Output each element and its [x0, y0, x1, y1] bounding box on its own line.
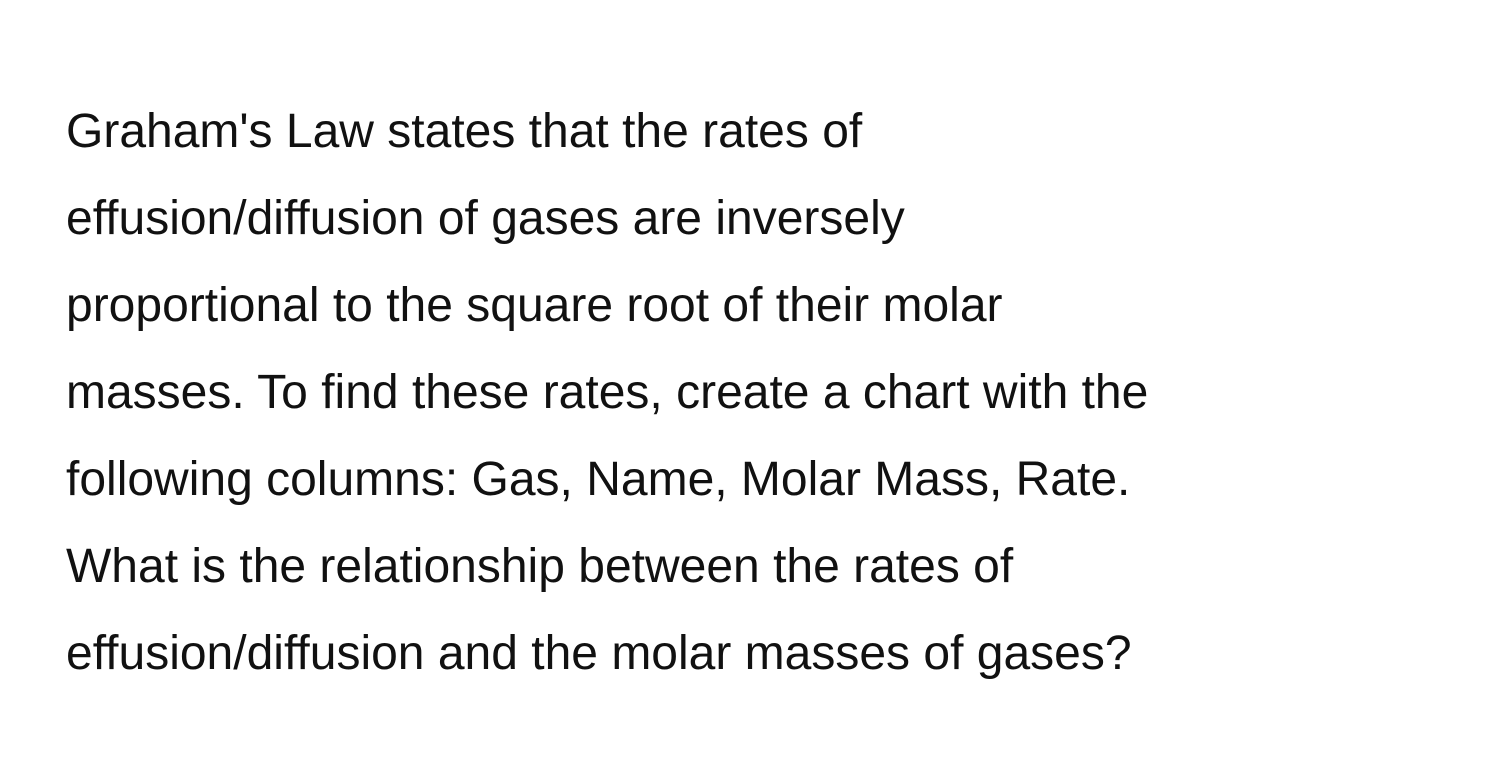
- question-text: [66, 88, 1476, 697]
- text-line: masses. To find these rates, create a chart with the: [66, 366, 1149, 419]
- text-line: effusion/diffusion of gases are inversely: [66, 192, 905, 245]
- text-line: Graham's Law states that the rates of: [66, 105, 863, 158]
- text-line: following columns: Gas, Name, Molar Mass, Rate.: [66, 453, 1131, 506]
- text-line: proportional to the square root of their molar: [66, 279, 1003, 332]
- text-line: What is the relationship between the rates of: [66, 540, 1014, 593]
- text-line: effusion/diffusion and the molar masses of gases?: [66, 627, 1132, 680]
